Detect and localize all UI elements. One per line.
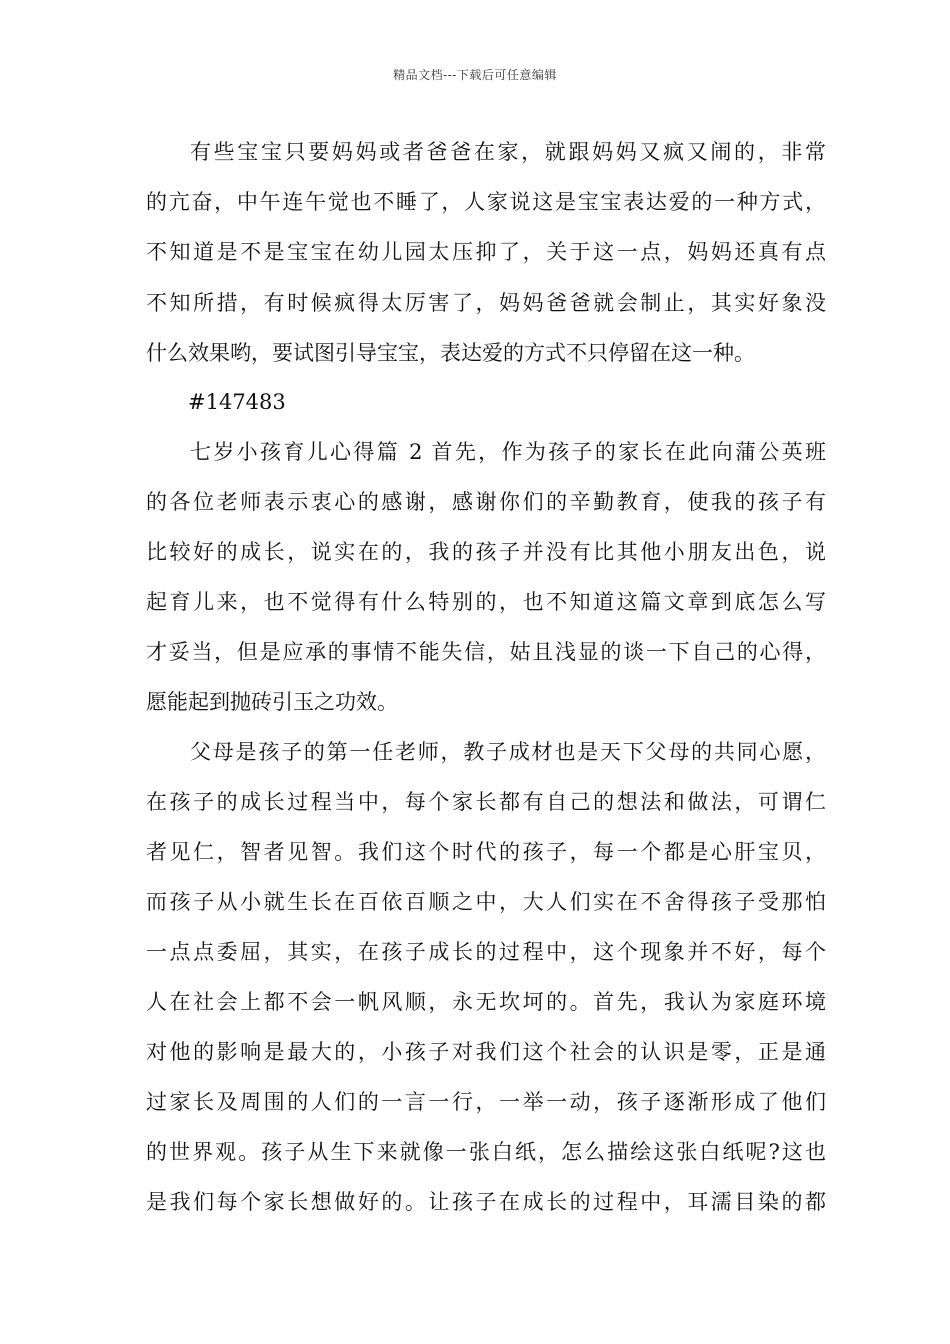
document-id: #147483 [188,390,286,414]
paragraph-3-line-10: 是我们每个家长想做好的。让孩子在成长的过程中，耳濡目染的都 [146,1190,826,1214]
paragraph-3-line-5: 一点点委屈，其实，在孩子成长的过程中，这个现象并不好，每个 [146,940,826,964]
paragraph-3-line-4: 而孩子从小就生长在百依百顺之中，大人们实在不舍得孩子受那怕 [146,890,826,914]
paragraph-2-line-1: 七岁小孩育儿心得篇 2 首先，作为孩子的家长在此向蒲公英班 [190,440,826,464]
paragraph-3-line-7: 对他的影响是最大的，小孩子对我们这个社会的认识是零，正是通 [146,1040,826,1064]
paragraph-2-line-3: 比较好的成长，说实在的，我的孩子并没有比其他小朋友出色，说 [146,540,826,564]
page-header: 精品文档---下载后可任意编辑 [393,68,557,82]
paragraph-1-line-5: 什么效果哟，要试图引导宝宝，表达爱的方式不只停留在这一种。 [146,341,755,365]
paragraph-3-line-6: 人在社会上都不会一帆风顺，永无坎坷的。首先，我认为家庭环境 [146,990,826,1014]
paragraph-2-line-5: 才妥当，但是应承的事情不能失信，姑且浅显的谈一下自己的心得， [146,640,826,664]
paragraph-3-line-2: 在孩子的成长过程当中，每个家长都有自己的想法和做法，可谓仁 [146,790,826,814]
paragraph-2-line-4: 起育儿来，也不觉得有什么特别的，也不知道这篇文章到底怎么写 [146,590,826,614]
paragraph-2-line-2: 的各位老师表示衷心的感谢，感谢你们的辛勤教育，使我的孩子有 [146,490,826,514]
paragraph-1-line-1: 有些宝宝只要妈妈或者爸爸在家，就跟妈妈又疯又闹的，非常 [190,140,826,164]
paragraph-3-line-1: 父母是孩子的第一任老师，教子成材也是天下父母的共同心愿， [190,740,826,764]
paragraph-3-line-3: 者见仁，智者见智。我们这个时代的孩子，每一个都是心肝宝贝， [146,840,826,864]
paragraph-1-line-4: 不知所措，有时候疯得太厉害了，妈妈爸爸就会制止，其实好象没 [146,291,826,315]
paragraph-1-line-3: 不知道是不是宝宝在幼儿园太压抑了，关于这一点，妈妈还真有点 [146,240,826,264]
paragraph-3-line-8: 过家长及周围的人们的一言一行，一举一动，孩子逐渐形成了他们 [146,1090,826,1114]
paragraph-2-line-6: 愿能起到抛砖引玉之功效。 [146,690,398,714]
paragraph-1-line-2: 的亢奋，中午连午觉也不睡了，人家说这是宝宝表达爱的一种方式， [146,190,826,214]
paragraph-3-line-9: 的世界观。孩子从生下来就像一张白纸，怎么描绘这张白纸呢?这也 [146,1140,826,1164]
